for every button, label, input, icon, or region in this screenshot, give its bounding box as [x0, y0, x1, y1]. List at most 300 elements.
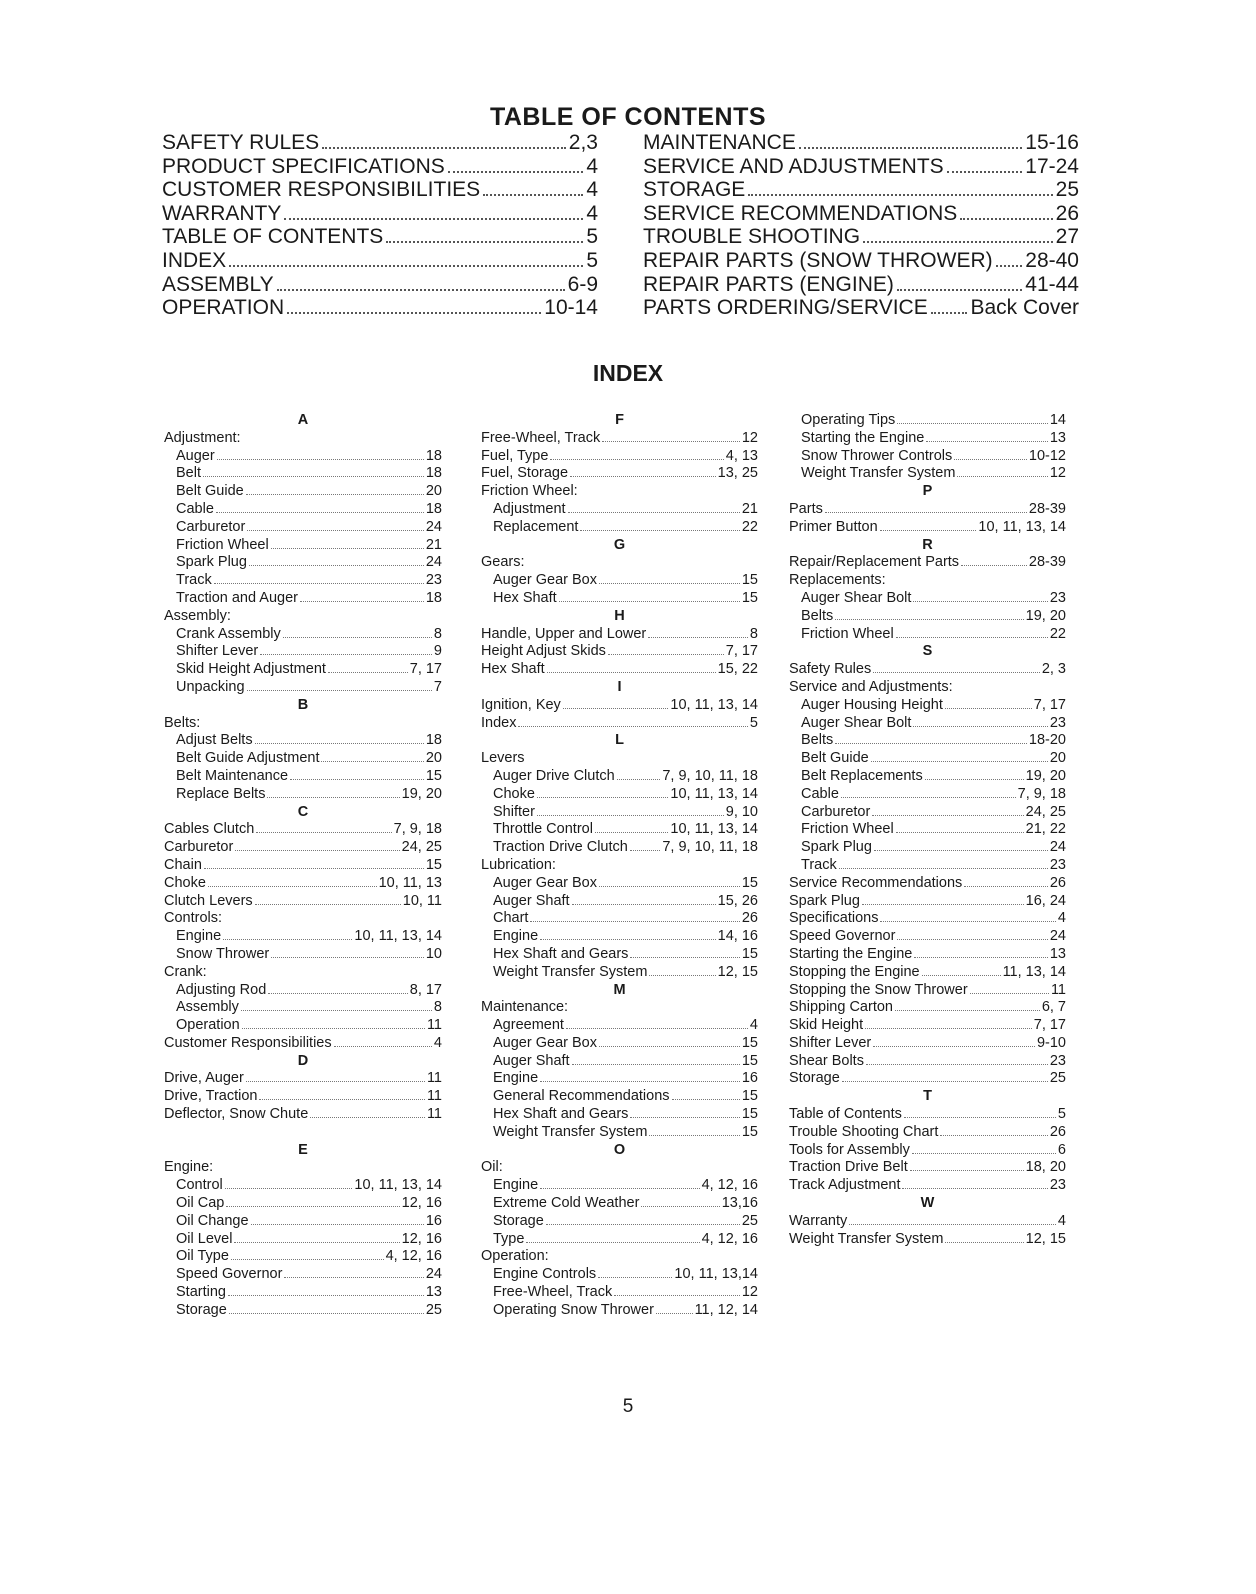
index-subentry — [481, 821, 758, 839]
index-entry-label: Service Recommendations — [789, 874, 963, 891]
index-subentry — [164, 1284, 442, 1302]
index-subentry — [481, 1177, 758, 1195]
index-entry-label: Friction Wheel — [801, 625, 894, 642]
dot-leader — [648, 637, 748, 638]
index-entry-page: 23 — [1049, 589, 1066, 606]
index-entry-label: Drive, Auger — [164, 1070, 244, 1087]
dot-leader — [246, 494, 424, 495]
toc-entry-page: 28-40 — [1025, 248, 1079, 272]
index-subentry — [789, 412, 1066, 430]
index-group-heading: Gears: — [481, 554, 525, 571]
toc-title: TABLE OF CONTENTS — [489, 103, 767, 131]
index-entry — [789, 1124, 1066, 1142]
index-entry-page: 22 — [1049, 625, 1066, 642]
index-entry — [789, 946, 1066, 964]
index-subentry — [789, 465, 1066, 483]
toc-entry — [643, 225, 1079, 249]
dot-leader — [208, 886, 377, 887]
index-entry-label: Track — [176, 572, 212, 589]
index-entry-label: Weight Transfer System — [493, 1123, 648, 1140]
index-entry-page: 24 — [425, 554, 442, 571]
index-subentry — [164, 1266, 442, 1284]
index-subentry — [164, 519, 442, 537]
dot-leader — [251, 1224, 424, 1225]
index-entry-label: Shifter Lever — [789, 1034, 872, 1051]
dot-leader — [204, 868, 424, 869]
index-entry-page: 24, 25 — [1025, 803, 1066, 820]
index-entry-label: Customer Responsibilities — [164, 1034, 332, 1051]
index-entry-page: 25 — [741, 1212, 758, 1229]
index-entry-label: Fuel, Storage — [481, 465, 569, 482]
dot-leader — [229, 265, 583, 267]
index-entry-label: Throttle Control — [493, 821, 593, 838]
index-entry-label: Adjustment — [493, 500, 566, 517]
dot-leader — [835, 619, 1023, 620]
index-entry-label: Belt Guide — [176, 483, 244, 500]
index-entry-page: 7, 9, 10, 11, 18 — [662, 839, 758, 856]
index-entry-page: 11, 12, 14 — [694, 1301, 758, 1318]
index-entry-label: Free-Wheel, Track — [481, 429, 601, 446]
index-subentry — [481, 1106, 758, 1124]
dot-leader — [537, 797, 668, 798]
index-entry — [789, 1035, 1066, 1053]
dot-leader — [290, 779, 424, 780]
index-entry-page: 15 — [425, 767, 442, 784]
index-entry-label: Storage — [176, 1301, 227, 1318]
toc-entry-page: 25 — [1055, 178, 1079, 202]
toc-entry-label: CUSTOMER RESPONSIBILITIES — [162, 178, 481, 202]
index-entry-page: 18 — [425, 589, 442, 606]
index-entry-label: Spark Plug — [789, 892, 860, 909]
index-entry-page: 9, 10 — [725, 803, 758, 820]
index-entry-page: 15 — [741, 1034, 758, 1051]
toc-entry-page: 41-44 — [1025, 272, 1079, 296]
index-entry-page: 8 — [433, 999, 442, 1016]
index-entry-label: Safety Rules — [789, 661, 872, 678]
toc-entry — [162, 225, 598, 249]
index-entry — [789, 964, 1066, 982]
index-entry-label: Extreme Cold Weather — [493, 1195, 640, 1212]
dot-leader — [630, 850, 660, 851]
index-group-heading: Assembly: — [164, 607, 231, 624]
toc-left-column — [162, 131, 598, 320]
index-entry-label: Tools for Assembly — [789, 1141, 910, 1158]
index-entry-page: 14 — [1049, 412, 1066, 428]
dot-leader — [572, 1064, 740, 1065]
index-spacer — [164, 1124, 442, 1142]
toc-entry — [643, 202, 1079, 226]
dot-leader — [630, 1117, 739, 1118]
index-subentry — [789, 857, 1066, 875]
index-entry-page: 14, 16 — [717, 928, 758, 945]
index-letter-heading: O — [613, 1141, 626, 1158]
index-letter-heading: D — [297, 1052, 309, 1069]
index-entry-page: 8 — [749, 625, 758, 642]
index-entry-label: Cable — [176, 500, 214, 517]
index-subentry — [481, 1035, 758, 1053]
toc-entry — [643, 296, 1079, 320]
index-column-3 — [789, 412, 1066, 1248]
index-entry-label: Belts — [801, 732, 834, 749]
index-entry-page: 13,16 — [721, 1195, 758, 1212]
index-group-heading: Friction Wheel: — [481, 483, 578, 500]
index-entry-label: Track Adjustment — [789, 1177, 901, 1194]
index-subentry — [164, 1177, 442, 1195]
index-subentry — [481, 1266, 758, 1284]
index-subentry — [481, 1213, 758, 1231]
index-entry-page: 28-39 — [1028, 554, 1066, 571]
toc-entry-label: STORAGE — [643, 178, 746, 202]
index-entry-label: Free-Wheel, Track — [493, 1284, 613, 1301]
index-entry — [481, 626, 758, 644]
index-entry-page: 28-39 — [1028, 500, 1066, 517]
index-entry-label: Clutch Levers — [164, 892, 253, 909]
index-entry-page: 9 — [433, 643, 442, 660]
dot-leader — [913, 726, 1047, 727]
index-subentry — [481, 1017, 758, 1035]
index-entry-page: 16 — [741, 1070, 758, 1087]
index-entry — [789, 928, 1066, 946]
index-entry-label: Engine — [493, 1177, 539, 1194]
toc-entry-page: Back Cover — [970, 296, 1079, 320]
index-entry-label: Chain — [164, 856, 202, 873]
index-entry-page: 4 — [749, 1017, 758, 1034]
index-entry — [789, 554, 1066, 572]
dot-leader — [599, 1046, 740, 1047]
index-entry-page: 16, 24 — [1025, 892, 1066, 909]
dot-leader — [862, 904, 1024, 905]
index-entry-page: 19, 20 — [1025, 607, 1066, 624]
dot-leader — [334, 1046, 432, 1047]
index-entry-page: 10, 11, 13, 14 — [670, 696, 758, 713]
index-entry-page: 5 — [1057, 1106, 1066, 1123]
index-entry-page: 11 — [1050, 981, 1066, 998]
toc-entry-label: ASSEMBLY — [162, 272, 274, 296]
toc-entry-page: 4 — [586, 178, 598, 202]
index-subentry — [789, 430, 1066, 448]
index-entry-page: 4, 12, 16 — [701, 1177, 758, 1194]
index-subentry — [164, 661, 442, 679]
dot-leader — [216, 512, 424, 513]
index-entry-label: Warranty — [789, 1212, 848, 1229]
index-letter-heading: A — [297, 412, 309, 428]
toc-entry-page: 2,3 — [568, 131, 598, 154]
index-entry-page: 18 — [425, 447, 442, 464]
index-group-heading: Levers — [481, 750, 525, 767]
index-entry-label: Snow Thrower — [176, 945, 270, 962]
index-entry — [164, 1035, 442, 1053]
index-entry-page: 24 — [1049, 928, 1066, 945]
index-entry — [789, 1142, 1066, 1160]
toc-entry-page: 5 — [586, 248, 598, 272]
dot-leader — [872, 815, 1023, 816]
index-subentry — [164, 590, 442, 608]
index-entry-page: 15 — [741, 945, 758, 962]
index-subentry — [481, 1231, 758, 1249]
toc-entry — [643, 131, 1079, 155]
dot-leader — [896, 832, 1024, 833]
index-subentry — [164, 501, 442, 519]
index-entry-page: 11, 13, 14 — [1002, 963, 1066, 980]
dot-leader — [228, 1295, 424, 1296]
index-entry — [789, 875, 1066, 893]
dot-leader — [241, 1010, 432, 1011]
index-entry-label: Cables Clutch — [164, 821, 255, 838]
index-entry-page: 25 — [425, 1301, 442, 1318]
index-subentry — [164, 1195, 442, 1213]
index-letter-heading: L — [615, 732, 624, 749]
dot-leader — [649, 975, 715, 976]
index-group-heading: Belts: — [164, 714, 201, 731]
index-entry-label: Operation — [176, 1017, 240, 1034]
index-subentry — [164, 786, 442, 804]
dot-leader — [595, 832, 668, 833]
index-subentry — [164, 679, 442, 697]
index-entry-label: Engine — [176, 928, 222, 945]
index-entry-label: Adjust Belts — [176, 732, 253, 749]
dot-leader — [259, 1099, 424, 1100]
index-entry-page: 26 — [1049, 1123, 1066, 1140]
dot-leader — [242, 1028, 425, 1029]
dot-leader — [672, 1099, 740, 1100]
index-entry-label: Belt Maintenance — [176, 767, 289, 784]
index-entry — [481, 465, 758, 483]
index-entry-label: Skid Height — [789, 1017, 864, 1034]
index-subentry — [164, 448, 442, 466]
dot-leader — [283, 637, 432, 638]
dot-leader — [247, 530, 424, 531]
index-entry-page: 10, 11, 13, 14 — [670, 785, 758, 802]
dot-leader — [284, 218, 583, 220]
toc-entry-page: 15-16 — [1025, 131, 1079, 154]
toc-entry-label: REPAIR PARTS (SNOW THROWER) — [643, 248, 993, 272]
index-entry-label: Assembly — [176, 999, 239, 1016]
index-entry-page: 4, 12, 16 — [701, 1230, 758, 1247]
index-entry — [789, 1231, 1066, 1249]
index-letter-heading: E — [298, 1141, 308, 1158]
dot-leader — [550, 459, 723, 460]
index-entry-page: 10, 11, 13, 14 — [978, 518, 1066, 535]
index-entry — [164, 1088, 442, 1106]
index-entry-label: General Recommendations — [493, 1088, 670, 1105]
index-entry-page: 6, 7 — [1041, 999, 1066, 1016]
index-entry-label: Deflector, Snow Chute — [164, 1106, 309, 1123]
index-subentry — [164, 483, 442, 501]
index-entry-label: Replace Belts — [176, 785, 266, 802]
dot-leader — [902, 1188, 1047, 1189]
dot-leader — [945, 708, 1032, 709]
index-entry-page: 7, 17 — [1033, 696, 1066, 713]
toc-entry — [162, 249, 598, 273]
index-entry-label: Skid Height Adjustment — [176, 661, 326, 678]
index-entry-page: 24 — [425, 518, 442, 535]
index-entry-label: Auger Shaft — [493, 892, 570, 909]
index-entry-page: 19, 20 — [1025, 767, 1066, 784]
dot-leader — [748, 194, 1052, 196]
dot-leader — [217, 459, 424, 460]
index-entry-page: 12 — [741, 1284, 758, 1301]
index-subentry — [164, 626, 442, 644]
toc-entry — [162, 296, 598, 320]
page-number: 5 — [622, 1396, 634, 1417]
index-entry-label: Belt Replacements — [801, 767, 923, 784]
index-subentry — [164, 982, 442, 1000]
index-entry — [481, 697, 758, 715]
index-entry-page: 22 — [741, 518, 758, 535]
index-entry-page: 20 — [1049, 750, 1066, 767]
toc-entry-label: PRODUCT SPECIFICATIONS — [162, 154, 445, 178]
index-subentry — [164, 554, 442, 572]
dot-leader — [960, 218, 1052, 220]
index-subentry — [481, 804, 758, 822]
dot-leader — [599, 583, 740, 584]
index-entry-label: Fuel, Type — [481, 447, 549, 464]
dot-leader — [526, 1242, 699, 1243]
index-entry-page: 16 — [425, 1212, 442, 1229]
index-entry-label: Type — [493, 1230, 525, 1247]
dot-leader — [255, 904, 401, 905]
dot-leader — [566, 1028, 748, 1029]
dot-leader — [483, 194, 583, 196]
index-subentry — [164, 750, 442, 768]
index-entry-label: Operating Snow Thrower — [493, 1301, 654, 1318]
index-subentry — [164, 643, 442, 661]
dot-leader — [630, 957, 739, 958]
index-entry-label: Friction Wheel — [176, 536, 269, 553]
toc-entry — [162, 155, 598, 179]
index-subentry — [164, 1017, 442, 1035]
index-group-heading: Engine: — [164, 1159, 214, 1176]
dot-leader — [825, 512, 1027, 513]
index-letter-heading: W — [920, 1195, 935, 1212]
index-entry-label: Index — [481, 714, 517, 731]
index-entry-label: Height Adjust Skids — [481, 643, 606, 660]
index-entry-label: Hex Shaft — [493, 589, 557, 606]
index-subentry — [164, 732, 442, 750]
index-entry-label: Shear Bolts — [789, 1052, 864, 1069]
index-entry — [789, 999, 1066, 1017]
dot-leader — [871, 761, 1048, 762]
index-entry — [789, 1053, 1066, 1071]
index-entry-page: 23 — [1049, 714, 1066, 731]
index-entry-label: Storage — [493, 1212, 544, 1229]
toc-entry-page: 10-14 — [544, 296, 598, 320]
dot-leader — [203, 476, 424, 477]
index-subentry — [164, 928, 442, 946]
index-entry-label: Oil Cap — [176, 1195, 225, 1212]
index-title: INDEX — [592, 360, 664, 386]
dot-leader — [912, 1153, 1056, 1154]
dot-leader — [598, 1277, 672, 1278]
dot-leader — [572, 904, 716, 905]
index-entry-page: 23 — [1049, 1177, 1066, 1194]
index-subentry — [481, 768, 758, 786]
index-entry — [164, 875, 442, 893]
dot-leader — [865, 1028, 1032, 1029]
index-entry-label: Carburetor — [164, 839, 234, 856]
index-entry-page: 13 — [1049, 945, 1066, 962]
index-entry-label: Oil Change — [176, 1212, 249, 1229]
index-group-heading: Lubrication: — [481, 856, 556, 873]
toc-entry-page: 27 — [1055, 225, 1079, 249]
toc-entry-page: 26 — [1055, 201, 1079, 225]
index-subentry — [481, 928, 758, 946]
index-entry-page: 20 — [425, 483, 442, 500]
index-entry-label: Belt Guide Adjustment — [176, 750, 320, 767]
dot-leader — [247, 690, 432, 691]
index-subentry — [164, 1248, 442, 1266]
dot-leader — [284, 1277, 423, 1278]
index-group-heading: Oil: — [481, 1159, 503, 1176]
index-entry-label: Control — [176, 1177, 223, 1194]
toc-entry-page: 17-24 — [1025, 154, 1079, 178]
index-entry-page: 15 — [741, 874, 758, 891]
index-letter-heading: C — [297, 803, 309, 820]
index-entry-page: 18, 20 — [1025, 1159, 1066, 1176]
index-subentry — [789, 804, 1066, 822]
index-entry-page: 11 — [426, 1106, 442, 1123]
dot-leader — [214, 583, 424, 584]
dot-leader — [540, 939, 716, 940]
dot-leader — [231, 1259, 384, 1260]
dot-leader — [922, 975, 1001, 976]
dot-leader — [996, 265, 1023, 267]
index-entry-label: Parts — [789, 500, 823, 517]
index-group-heading: Adjustment: — [164, 429, 241, 446]
index-entry-label: Engine — [493, 1070, 539, 1087]
toc-right-column — [643, 131, 1079, 320]
dot-leader — [255, 743, 424, 744]
index-subentry — [164, 537, 442, 555]
index-entry-page: 13 — [1049, 429, 1066, 446]
index-entry-page: 15 — [741, 1088, 758, 1105]
index-entry-label: Shifter — [493, 803, 535, 820]
index-entry-label: Cable — [801, 785, 839, 802]
dot-leader — [260, 654, 432, 655]
dot-leader — [321, 761, 423, 762]
index-entry-label: Ignition, Key — [481, 696, 561, 713]
index-entry-page: 25 — [1049, 1070, 1066, 1087]
index-subentry — [481, 964, 758, 982]
dot-leader — [268, 993, 407, 994]
dot-leader — [614, 1295, 740, 1296]
index-entry-label: Hex Shaft and Gears — [493, 945, 629, 962]
index-entry-page: 12, 16 — [401, 1195, 442, 1212]
index-entry-label: Belt — [176, 465, 201, 482]
index-entry-page: 7, 17 — [409, 661, 442, 678]
dot-leader — [540, 1188, 699, 1189]
dot-leader — [599, 886, 740, 887]
toc-entry — [643, 155, 1079, 179]
dot-leader — [602, 441, 740, 442]
index-entry-label: Starting the Engine — [789, 945, 913, 962]
index-entry-page: 18-20 — [1028, 732, 1066, 749]
index-entry — [481, 448, 758, 466]
index-subentry — [481, 839, 758, 857]
index-entry — [164, 1106, 442, 1124]
dot-leader — [277, 289, 565, 291]
dot-leader — [931, 312, 968, 314]
index-subentry — [481, 1284, 758, 1302]
toc-entry-label: SERVICE RECOMMENDATIONS — [643, 201, 958, 225]
index-entry-label: Friction Wheel — [801, 821, 894, 838]
index-entry-page: 10, 11, 13, 14 — [670, 821, 758, 838]
index-entry-page: 7, 17 — [1033, 1017, 1066, 1034]
index-entry-label: Primer Button — [789, 518, 878, 535]
dot-leader — [874, 850, 1048, 851]
index-entry-page: 10 — [425, 945, 442, 962]
index-entry-page: 10, 11, 13 — [378, 874, 442, 891]
